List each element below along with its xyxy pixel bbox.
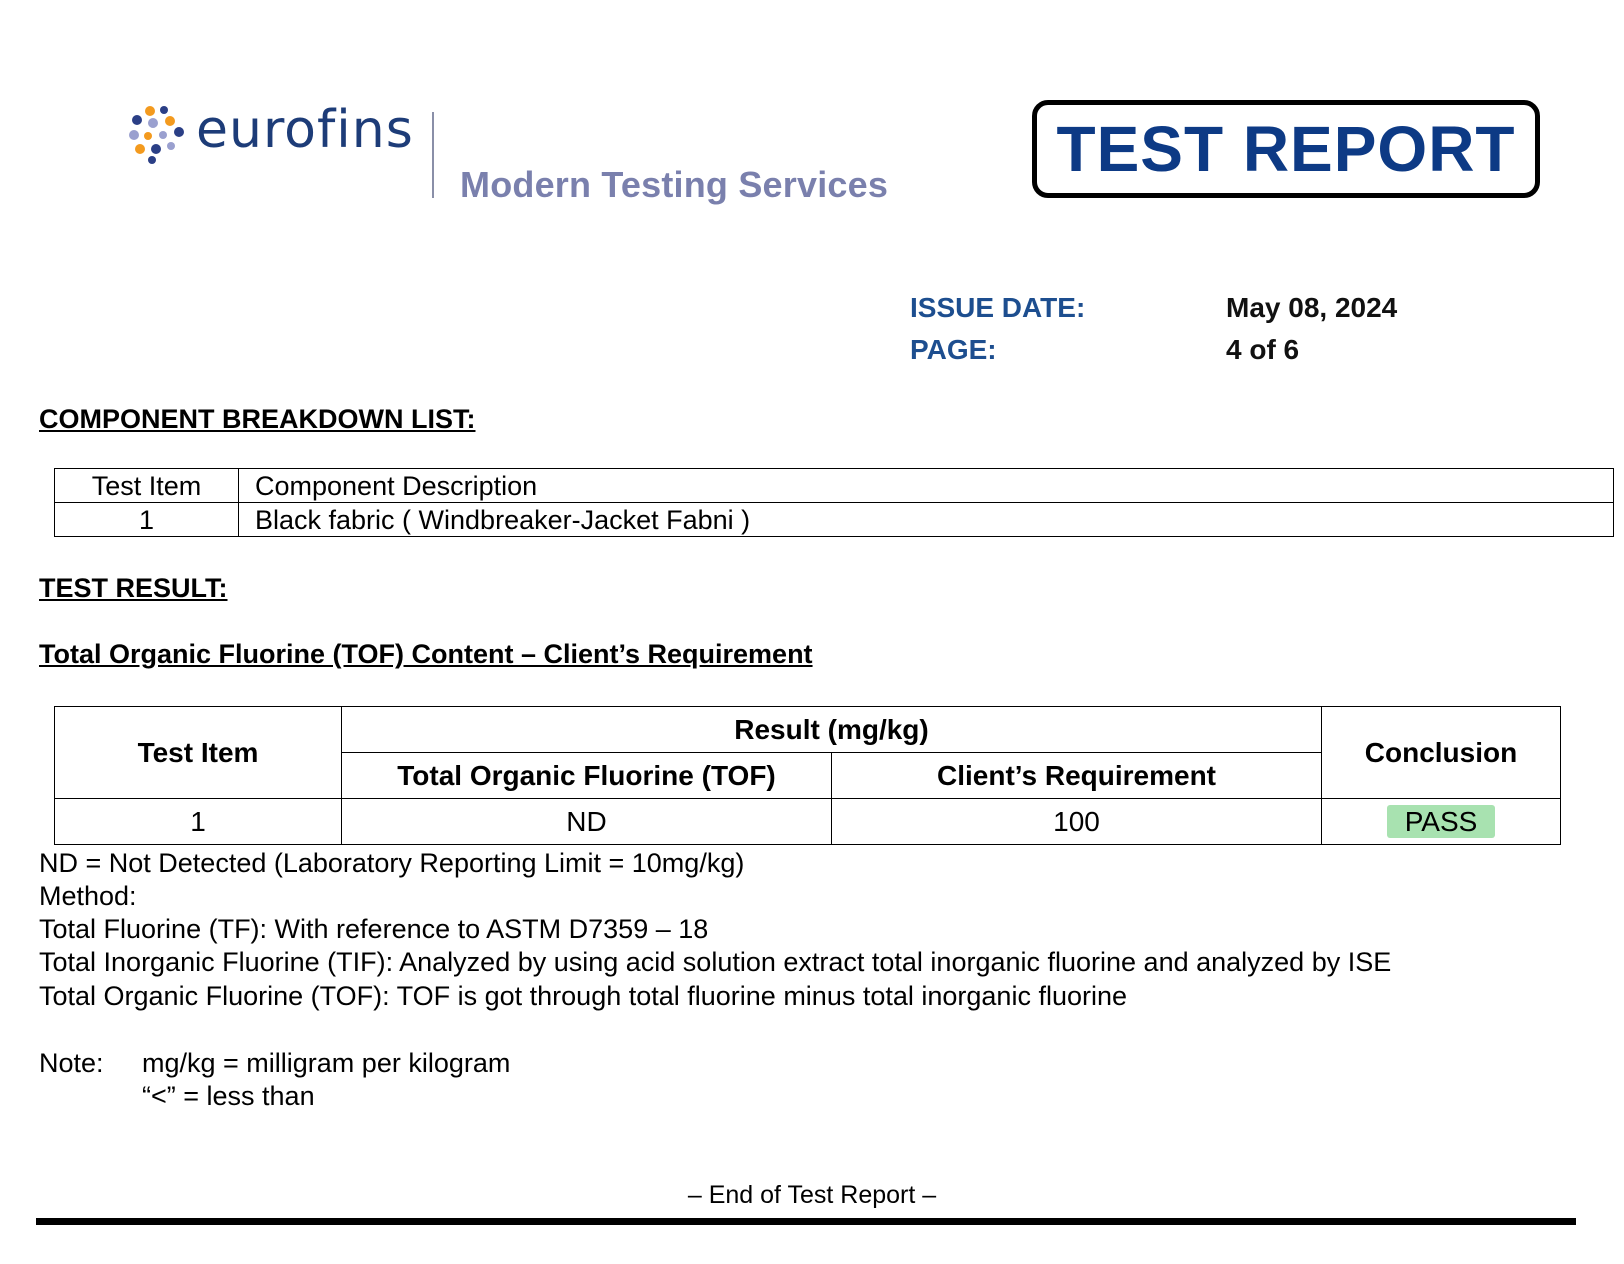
component-description-cell: Black fabric ( Windbreaker-Jacket Fabni ) <box>239 503 1614 537</box>
result-col-result-group: Result (mg/kg) <box>342 707 1322 753</box>
method-label: Method: <box>39 881 137 911</box>
note-less-than: “<” = less than <box>142 1081 315 1111</box>
result-requirement-cell: 100 <box>832 799 1322 845</box>
end-of-report: – End of Test Report – <box>687 1181 937 1209</box>
result-table <box>54 706 1561 845</box>
component-item-cell: 1 <box>55 503 239 537</box>
division-name: Modern Testing Services <box>460 164 889 205</box>
table-row <box>55 503 1614 537</box>
footer-rule <box>36 1218 1576 1225</box>
component-col-description: Component Description <box>239 469 1614 503</box>
result-col-test-item: Test Item <box>55 707 342 799</box>
page-value: 4 of 6 <box>1226 334 1300 365</box>
method-tof: Total Organic Fluorine (TOF): TOF is got through total fluorine minus total inorganic fluorine <box>39 981 1128 1011</box>
result-table-header-row-1 <box>55 707 1561 753</box>
issue-date-label: ISSUE DATE: <box>910 292 1086 323</box>
result-tof-cell: ND <box>342 799 832 845</box>
brand-divider <box>432 112 434 198</box>
report-title-box <box>1032 100 1540 198</box>
method-tif: Total Inorganic Fluorine (TIF): Analyzed by using acid solution extract total inorganic fluorine and analyzed by ISE <box>39 947 1392 977</box>
component-breakdown-heading: COMPONENT BREAKDOWN LIST: <box>39 404 476 434</box>
component-table-header-row <box>55 469 1614 503</box>
method-tf: Total Fluorine (TF): With reference to ASTM D7359 – 18 <box>39 914 709 944</box>
page-label: PAGE: <box>910 334 997 365</box>
result-conclusion-cell <box>1322 799 1561 845</box>
pass-badge: PASS <box>1387 805 1496 838</box>
eurofins-dots-logo-icon <box>126 104 186 164</box>
test-result-subheading: Total Organic Fluorine (TOF) Content – Client’s Requirement <box>39 639 813 669</box>
result-col-requirement: Client’s Requirement <box>832 753 1322 799</box>
nd-definition: ND = Not Detected (Laboratory Reporting Limit = 10mg/kg) <box>39 848 745 878</box>
note-unit: mg/kg = milligram per kilogram <box>142 1048 511 1078</box>
note-label: Note: <box>39 1048 104 1078</box>
table-row <box>55 799 1561 845</box>
brand-name: eurofins <box>196 100 414 160</box>
result-item-cell: 1 <box>55 799 342 845</box>
issue-date-value: May 08, 2024 <box>1226 292 1398 323</box>
result-col-tof: Total Organic Fluorine (TOF) <box>342 753 832 799</box>
component-table <box>54 468 1614 537</box>
test-result-heading: TEST RESULT: <box>39 573 228 603</box>
component-col-test-item: Test Item <box>55 469 239 503</box>
report-title: TEST REPORT <box>1056 113 1516 185</box>
result-col-conclusion: Conclusion <box>1322 707 1561 799</box>
